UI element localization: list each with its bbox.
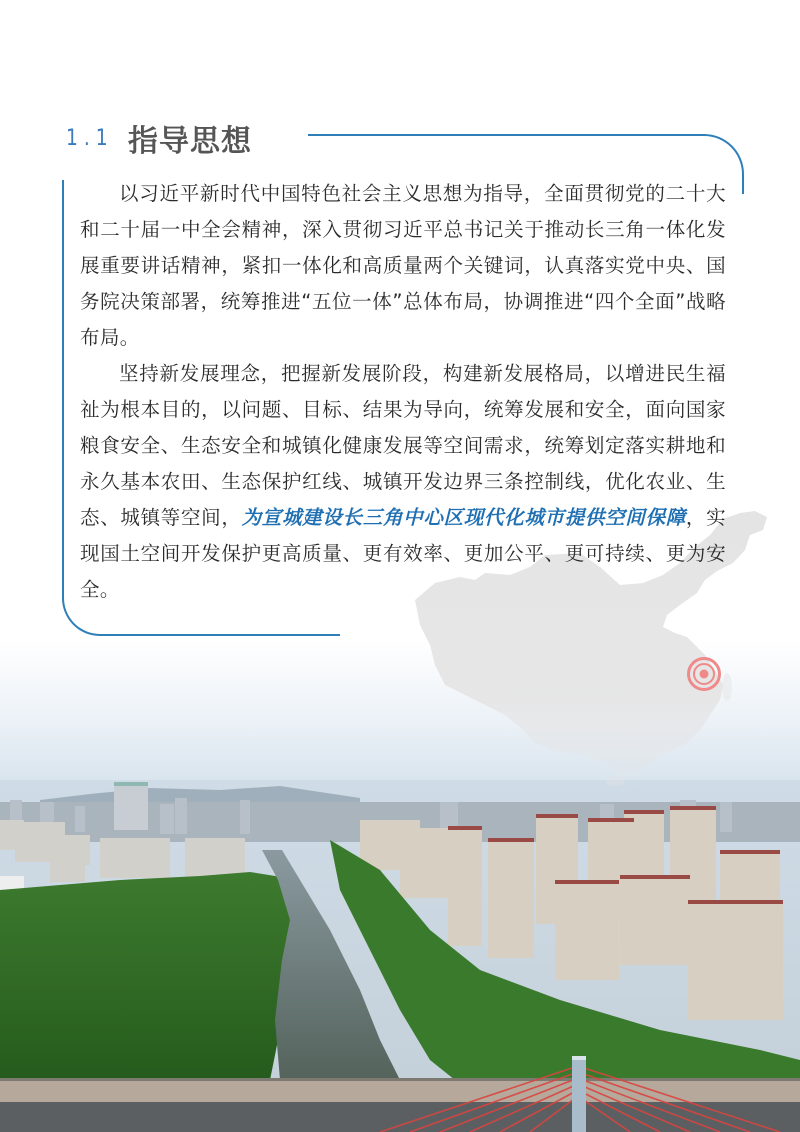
frame-top-line	[308, 134, 690, 136]
location-marker-icon	[686, 656, 722, 692]
paragraph-2	[80, 356, 726, 608]
frame-bottom-line	[118, 634, 340, 636]
paragraph-1	[80, 176, 726, 356]
aerial-city-photo	[0, 780, 800, 1132]
section-heading	[66, 116, 252, 160]
paragraph-2-text-after: ，实现国土空间开发保护更高质量、更有效率、更加公平、更可持续、更为安全。	[80, 506, 726, 601]
body-text	[80, 176, 726, 608]
paragraph-2-text-before: 坚持新发展理念，把握新发展阶段，构建新发展格局，以增进民生福祉为根本目的，以问题、目标、结果为导向，统筹发展和安全，面向国家粮食安全、生态安全和城镇化健康发展等空间需求，统筹划定落实耕地和永久基本农田、生态保护红线、城镇开发边界三条控制线，优化农业、生态、城镇等空间，	[80, 362, 726, 529]
frame-left-line	[62, 180, 64, 600]
paragraph-2-highlight: 为宣城建设长三角中心区现代化城市提供空间保障	[241, 506, 686, 529]
paragraph-1-text: 以习近平新时代中国特色社会主义思想为指导，全面贯彻党的二十大和二十届一中全会精神，深入贯彻习近平总书记关于推动长三角一体化发展重要讲话精神，紧扣一体化和高质量两个关键词，认真落实党中央、国务院决策部署，统筹推进“五位一体”总体布局，协调推进“四个全面”战略布局。	[80, 182, 726, 349]
city-river-illustration	[0, 780, 800, 1132]
section-number: 1.1	[66, 125, 114, 151]
section-title: 指导思想	[128, 124, 252, 159]
